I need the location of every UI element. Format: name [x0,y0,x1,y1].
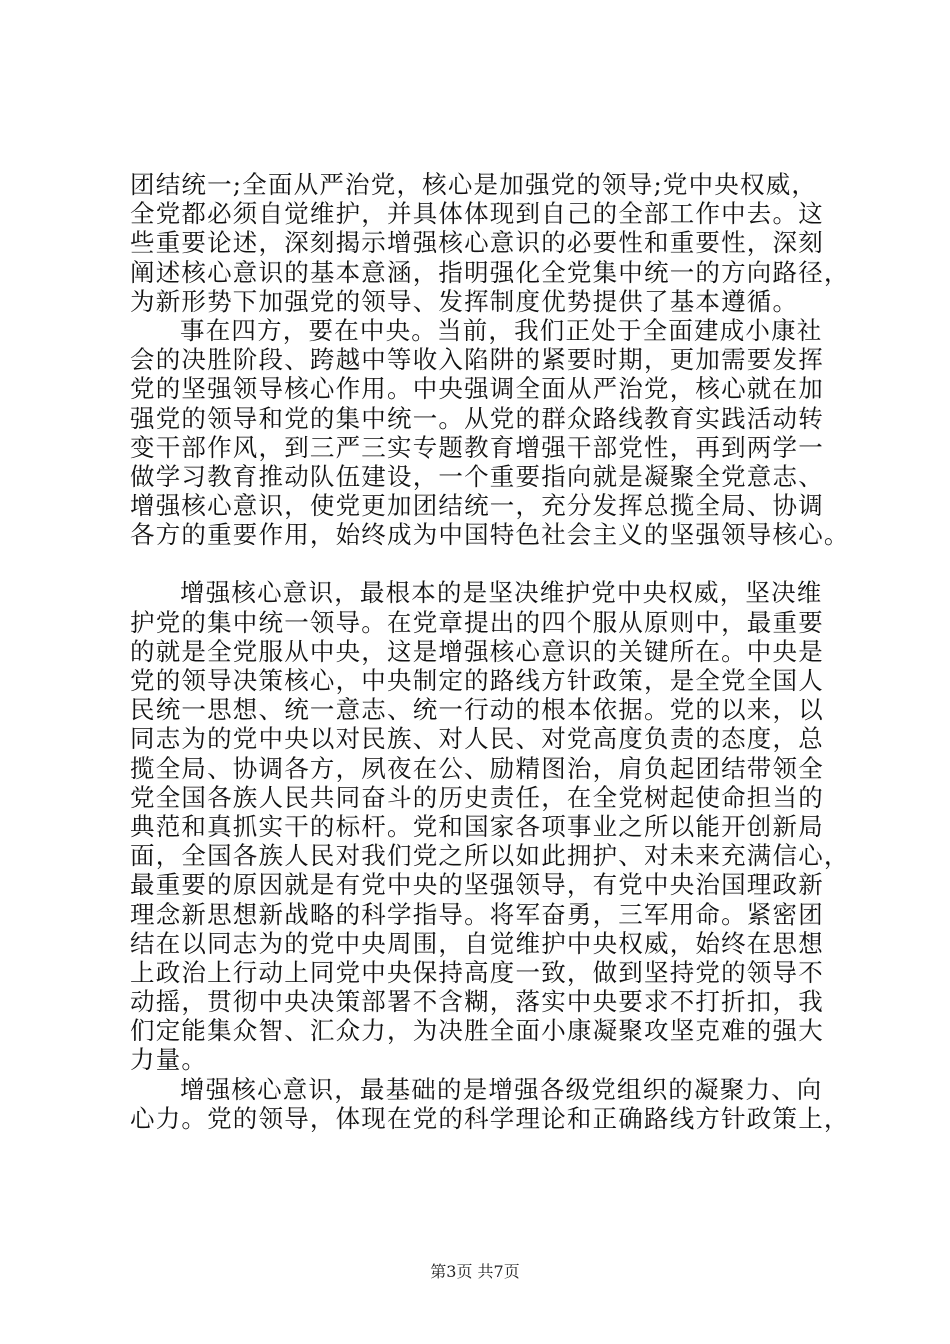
text-line: 护党的集中统一领导。在党章提出的四个服从原则中，最重要 [130,607,824,637]
text-line: 党的领导决策核心，中央制定的路线方针政策，是全党全国人 [130,666,824,695]
text-line: 力量。 [130,1045,208,1075]
paragraph-2 [130,315,850,550]
text-line: 们定能集众智、汇众力，为决胜全面小康凝聚攻坚克难的强大 [130,1016,824,1046]
paragraph-1 [130,170,850,316]
text-line: 上政治上行动上同党中央保持高度一致，做到坚持党的领导不 [130,957,824,987]
text-line: 动摇，贯彻中央决策部署不含糊，落实中央要求不打折扣，我 [130,987,824,1017]
text-line: 面，全国各族人民对我们党之所以如此拥护、对未来充满信心， [130,841,850,871]
text-line: 党全国各族人民共同奋斗的历史责任，在全党树起使命担当的 [130,782,824,812]
text-line: 党的坚强领导核心作用。中央强调全面从严治党，核心就在加 [130,374,824,404]
text-line: 心力。党的领导，体现在党的科学理论和正确路线方针政策上， [130,1103,850,1133]
text-line: 团结统一;全面从严治党，核心是加强党的领导;党中央权威， [130,170,818,199]
text-line: 事在四方，要在中央。当前，我们正处于全面建成小康社 [180,315,823,345]
text-line: 最重要的原因就是有党中央的坚强领导，有党中央治国理政新 [130,870,824,900]
text-line: 阐述核心意识的基本意涵，指明强化全党集中统一的方向路径， [130,257,850,287]
page-number-label: 第3页 共7页 [430,1262,520,1281]
text-line: 为新形势下加强党的领导、发挥制度优势提供了基本遵循。 [130,286,799,316]
text-line: 增强核心意识，最基础的是增强各级党组织的凝聚力、向 [180,1074,823,1104]
text-line: 变干部作风，到三严三实专题教育增强干部党性，再到两学一 [130,432,824,462]
text-line: 结在以同志为的党中央周围，自觉维护中央权威，始终在思想 [130,928,824,958]
text-line: 的就是全党服从中央，这是增强核心意识的关键所在。中央是 [130,636,824,666]
text-line: 民统一思想、统一意志、统一行动的根本依据。党的以来，以 [130,695,824,725]
text-line: 各方的重要作用，始终成为中国特色社会主义的坚强领导核心。 [130,520,850,550]
page-footer [0,1262,950,1282]
text-line: 同志为的党中央以对民族、对人民、对党高度负责的态度，总 [130,724,824,754]
text-line: 全党都必须自觉维护，并具体体现到自己的全部工作中去。这 [130,199,824,229]
text-line: 做学习教育推动队伍建设，一个重要指向就是凝聚全党意志、 [130,461,824,491]
document-body [130,170,850,1133]
text-line: 揽全局、协调各方，夙夜在公、励精图治，肩负起团结带领全 [130,753,824,783]
text-line: 理念新思想新战略的科学指导。将军奋勇，三军用命。紧密团 [130,899,824,929]
text-line: 增强核心意识，最根本的是坚决维护党中央权威，坚决维 [180,578,823,608]
text-line: 强党的领导和党的集中统一。从党的群众路线教育实践活动转 [130,403,824,433]
text-line: 增强核心意识，使党更加团结统一，充分发挥总揽全局、协调 [130,491,824,521]
text-line: 会的决胜阶段、跨越中等收入陷阱的紧要时期，更加需要发挥 [130,345,824,375]
paragraph-4 [130,1074,850,1133]
text-line: 些重要论述，深刻揭示增强核心意识的必要性和重要性，深刻 [130,228,824,258]
paragraph-gap [130,549,830,578]
text-line: 典范和真抓实干的标杆。党和国家各项事业之所以能开创新局 [130,811,824,841]
paragraph-3 [130,578,850,1075]
